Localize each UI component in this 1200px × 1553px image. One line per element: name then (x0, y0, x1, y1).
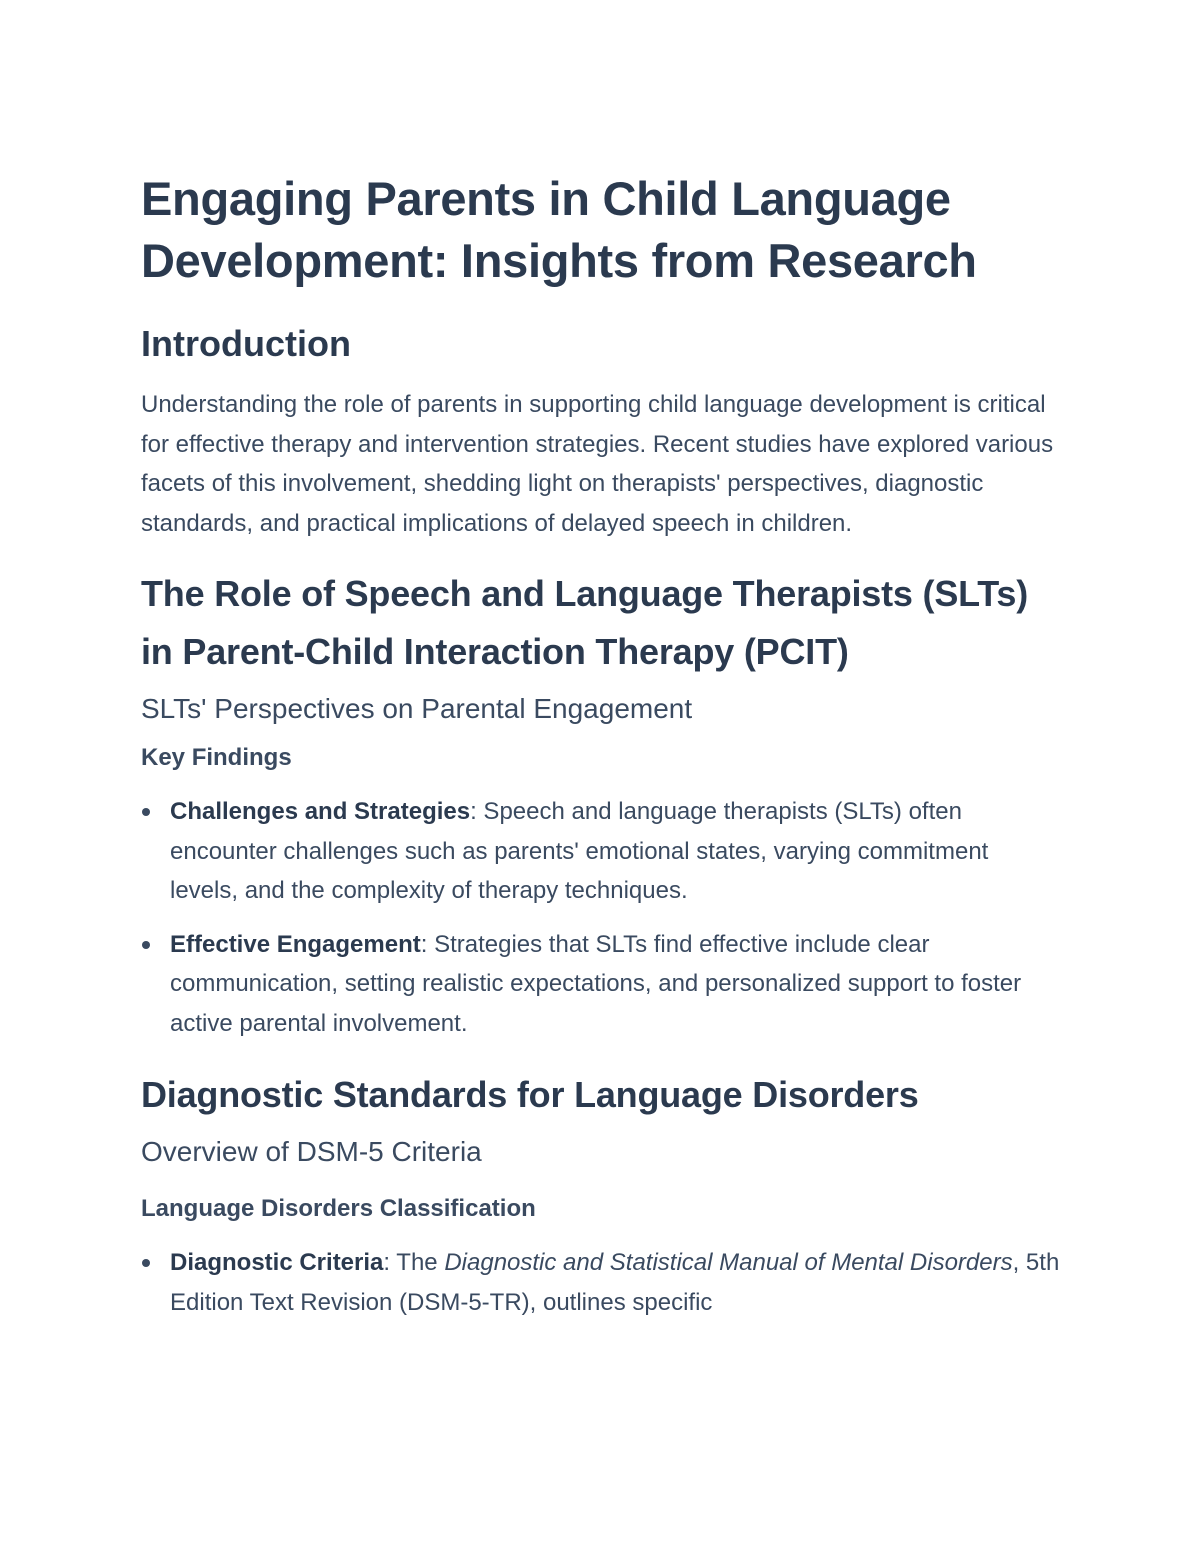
bullet-icon (142, 808, 150, 816)
list-item-term: Diagnostic Criteria (170, 1249, 384, 1276)
list-item-text: : Strategies that SLTs find effective include clear communication, setting realistic expectations, and personalized support to foster active parental involvement. (170, 930, 1022, 1037)
slt-findings-list (141, 792, 1061, 1043)
document-title: Engaging Parents in Child Language Development: Insights from Research (141, 172, 977, 287)
list-item-text: : The (383, 1249, 445, 1276)
list-item (141, 1243, 1061, 1322)
slt-subheading: SLTs' Perspectives on Parental Engagement (141, 693, 693, 724)
list-item (141, 925, 1061, 1044)
diagnostic-list (141, 1243, 1061, 1322)
key-findings-heading: Key Findings (141, 744, 292, 771)
introduction-paragraph: Understanding the role of parents in supporting child language development is critical for effective therapy and intervention strategies. Recent studies have explored various facets of this involvement, shedding light on therapists' perspectives, diagnostic standards, and practical implications of delayed speech in children. (141, 391, 1054, 537)
list-item-italic-title: Diagnostic and Statistical Manual of Mental Disorders (444, 1249, 1013, 1276)
dsm5-subheading: Overview of DSM-5 Criteria (141, 1136, 482, 1167)
introduction-heading: Introduction (141, 323, 351, 364)
list-item-term: Challenges and Strategies (170, 798, 471, 825)
bullet-icon (142, 1259, 150, 1267)
list-item (141, 792, 1061, 911)
bullet-icon (142, 941, 150, 949)
document-page (141, 168, 1061, 1322)
list-item-text: , 5th Edition Text Revision (DSM-5-TR), outlines specific (170, 1249, 1060, 1316)
diagnostic-section-heading: Diagnostic Standards for Language Disorders (141, 1074, 919, 1115)
slt-section-heading: The Role of Speech and Language Therapists (SLTs) in Parent-Child Interaction Therapy (PCIT) (141, 573, 1028, 672)
list-item-term: Effective Engagement (170, 930, 421, 958)
classification-heading: Language Disorders Classification (141, 1195, 536, 1222)
list-item-text: : Speech and language therapists (SLTs) often encounter challenges such as parents' emotional states, varying commitment levels, and the complexity of therapy techniques. (170, 798, 989, 904)
